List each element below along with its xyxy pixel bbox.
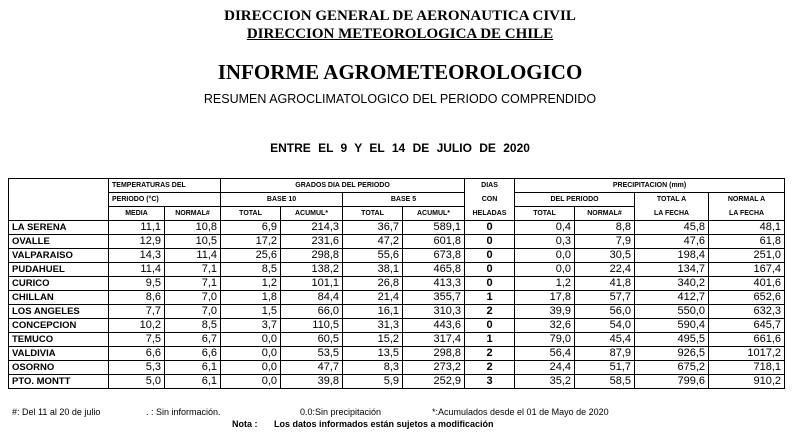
b10-acumul-cell: 101,1 <box>281 277 343 291</box>
b10-total-cell: 0,0 <box>221 361 281 375</box>
temp-normal-cell: 10,8 <box>165 221 221 235</box>
table-row <box>9 375 785 389</box>
table-row <box>9 221 785 235</box>
temp-normal-cell: 7,0 <box>165 291 221 305</box>
b5-acumul-header: ACUMUL* <box>403 207 465 221</box>
total-a-fecha-cell: 134,7 <box>635 263 709 277</box>
normal-a-fecha-cell: 48,1 <box>709 221 785 235</box>
precip-total-cell: 39,9 <box>515 305 575 319</box>
header-station-cell-3 <box>9 207 109 221</box>
station-cell: PTO. MONTT <box>9 375 109 389</box>
grados-group-header: GRADOS DIA DEL PERIODO <box>221 179 465 193</box>
dias-heladas-cell: 0 <box>465 319 515 333</box>
station-cell: CONCEPCION <box>9 319 109 333</box>
precip-group-header: PRECIPITACION (mm) <box>515 179 785 193</box>
station-cell: OSORNO <box>9 361 109 375</box>
table-row <box>9 263 785 277</box>
table-row <box>9 277 785 291</box>
b5-total-cell: 31,3 <box>343 319 403 333</box>
del-periodo-header: DEL PERIODO <box>515 193 635 207</box>
dias-header-2: CON <box>465 193 515 207</box>
b10-acumul-cell: 231,6 <box>281 235 343 249</box>
b5-total-cell: 47,2 <box>343 235 403 249</box>
station-cell: CURICO <box>9 277 109 291</box>
note-label: Nota : <box>232 419 258 429</box>
temp-media-cell: 7,5 <box>109 333 165 347</box>
normal-a-header-2: LA FECHA <box>709 207 785 221</box>
b10-total-cell: 1,8 <box>221 291 281 305</box>
b10-acumul-cell: 298,8 <box>281 249 343 263</box>
b5-total-cell: 15,2 <box>343 333 403 347</box>
precip-normal-cell: 51,7 <box>575 361 635 375</box>
table-body <box>9 221 785 389</box>
b5-total-cell: 26,8 <box>343 277 403 291</box>
footnote-hash: #: Del 11 al 20 de julio <box>12 407 101 417</box>
b10-acumul-cell: 214,3 <box>281 221 343 235</box>
b10-total-cell: 25,6 <box>221 249 281 263</box>
precip-total-cell: 56,4 <box>515 347 575 361</box>
temp-media-cell: 10,2 <box>109 319 165 333</box>
header-row-2 <box>9 193 785 207</box>
normal-a-fecha-cell: 251,0 <box>709 249 785 263</box>
precip-normal-cell: 8,8 <box>575 221 635 235</box>
temp-group-header-2: PERIODO (°C) <box>109 193 221 207</box>
total-a-fecha-cell: 198,4 <box>635 249 709 263</box>
header-station-cell-2 <box>9 193 109 207</box>
table-row <box>9 235 785 249</box>
base10-header: BASE 10 <box>221 193 343 207</box>
b5-acumul-cell: 601,8 <box>403 235 465 249</box>
precip-normal-header: NORMAL# <box>575 207 635 221</box>
agro-table <box>8 178 785 389</box>
precip-normal-cell: 87,9 <box>575 347 635 361</box>
b10-total-header: TOTAL <box>221 207 281 221</box>
station-cell: VALDIVIA <box>9 347 109 361</box>
dias-heladas-cell: 0 <box>465 249 515 263</box>
table-row <box>9 291 785 305</box>
temp-normal-cell: 7,1 <box>165 277 221 291</box>
temp-media-cell: 11,4 <box>109 263 165 277</box>
table-row <box>9 361 785 375</box>
base5-header: BASE 5 <box>343 193 465 207</box>
b5-total-cell: 16,1 <box>343 305 403 319</box>
table-row <box>9 347 785 361</box>
total-a-fecha-cell: 590,4 <box>635 319 709 333</box>
b10-acumul-cell: 60,5 <box>281 333 343 347</box>
table-row <box>9 249 785 263</box>
report-period: ENTRE EL 9 Y EL 14 DE JULIO DE 2020 <box>270 141 530 155</box>
b5-acumul-cell: 252,9 <box>403 375 465 389</box>
total-a-fecha-cell: 412,7 <box>635 291 709 305</box>
normal-a-fecha-cell: 61,8 <box>709 235 785 249</box>
b5-acumul-cell: 298,8 <box>403 347 465 361</box>
normal-a-fecha-cell: 401,6 <box>709 277 785 291</box>
b5-acumul-cell: 310,3 <box>403 305 465 319</box>
dias-heladas-cell: 2 <box>465 361 515 375</box>
b5-total-header: TOTAL <box>343 207 403 221</box>
dias-heladas-cell: 2 <box>465 347 515 361</box>
station-cell: CHILLAN <box>9 291 109 305</box>
b10-acumul-cell: 66,0 <box>281 305 343 319</box>
dias-heladas-cell: 0 <box>465 221 515 235</box>
footnote-dot: . : Sin información. <box>146 407 221 417</box>
precip-total-cell: 79,0 <box>515 333 575 347</box>
table-row <box>9 319 785 333</box>
precip-total-cell: 0,3 <box>515 235 575 249</box>
precip-normal-cell: 58,5 <box>575 375 635 389</box>
total-a-header-1: TOTAL A <box>635 193 709 207</box>
normal-header: NORMAL# <box>165 207 221 221</box>
b5-total-cell: 36,7 <box>343 221 403 235</box>
b5-acumul-cell: 273,2 <box>403 361 465 375</box>
normal-a-fecha-cell: 167,4 <box>709 263 785 277</box>
dias-heladas-cell: 1 <box>465 333 515 347</box>
b5-total-cell: 5,9 <box>343 375 403 389</box>
dias-heladas-cell: 0 <box>465 263 515 277</box>
b5-acumul-cell: 443,6 <box>403 319 465 333</box>
normal-a-fecha-cell: 1017,2 <box>709 347 785 361</box>
temp-media-cell: 5,3 <box>109 361 165 375</box>
b10-acumul-cell: 138,2 <box>281 263 343 277</box>
b10-total-cell: 0,0 <box>221 347 281 361</box>
temp-media-cell: 6,6 <box>109 347 165 361</box>
total-a-fecha-cell: 926,5 <box>635 347 709 361</box>
b10-total-cell: 8,5 <box>221 263 281 277</box>
station-cell: VALPARAISO <box>9 249 109 263</box>
b5-acumul-cell: 673,8 <box>403 249 465 263</box>
report-title: INFORME AGROMETEOROLOGICO <box>217 60 583 84</box>
b10-total-cell: 6,9 <box>221 221 281 235</box>
precip-total-cell: 0,0 <box>515 249 575 263</box>
b10-acumul-cell: 47,7 <box>281 361 343 375</box>
b10-total-cell: 0,0 <box>221 375 281 389</box>
total-a-fecha-cell: 799,6 <box>635 375 709 389</box>
b5-acumul-cell: 317,4 <box>403 333 465 347</box>
temp-normal-cell: 8,5 <box>165 319 221 333</box>
precip-total-cell: 17,8 <box>515 291 575 305</box>
precip-total-cell: 1,2 <box>515 277 575 291</box>
temp-normal-cell: 7,1 <box>165 263 221 277</box>
temp-group-header: TEMPERATURAS DEL <box>109 179 221 193</box>
header-line-1: DIRECCION GENERAL DE AERONAUTICA CIVIL <box>224 8 576 24</box>
total-a-fecha-cell: 45,8 <box>635 221 709 235</box>
b10-total-cell: 3,7 <box>221 319 281 333</box>
footnote-star: *:Acumulados desde el 01 de Mayo de 2020 <box>432 407 609 417</box>
normal-a-header-1: NORMAL A <box>709 193 785 207</box>
station-cell: TEMUCO <box>9 333 109 347</box>
precip-normal-cell: 7,9 <box>575 235 635 249</box>
b10-acumul-cell: 84,4 <box>281 291 343 305</box>
normal-a-fecha-cell: 910,2 <box>709 375 785 389</box>
footnote-zero: 0.0:Sin precipitación <box>300 407 382 417</box>
station-cell: OVALLE <box>9 235 109 249</box>
dias-header-3: HELADAS <box>465 207 515 221</box>
b5-total-cell: 21,4 <box>343 291 403 305</box>
b10-total-cell: 0,0 <box>221 333 281 347</box>
temp-normal-cell: 7,0 <box>165 305 221 319</box>
temp-normal-cell: 6,7 <box>165 333 221 347</box>
precip-normal-cell: 45,4 <box>575 333 635 347</box>
report-subtitle: RESUMEN AGROCLIMATOLOGICO DEL PERIODO COMPRENDIDO <box>203 92 597 106</box>
precip-normal-cell: 41,8 <box>575 277 635 291</box>
dias-heladas-cell: 0 <box>465 235 515 249</box>
precip-total-cell: 0,0 <box>515 263 575 277</box>
b5-acumul-cell: 589,1 <box>403 221 465 235</box>
b10-acumul-cell: 53,5 <box>281 347 343 361</box>
precip-total-cell: 0,4 <box>515 221 575 235</box>
b10-acumul-cell: 110,5 <box>281 319 343 333</box>
total-a-fecha-cell: 675,2 <box>635 361 709 375</box>
normal-a-fecha-cell: 718,1 <box>709 361 785 375</box>
header-line-2: DIRECCION METEOROLOGICA DE CHILE <box>246 26 554 42</box>
header-row-3 <box>9 207 785 221</box>
precip-normal-cell: 56,0 <box>575 305 635 319</box>
temp-normal-cell: 11,4 <box>165 249 221 263</box>
temp-normal-cell: 6,6 <box>165 347 221 361</box>
total-a-fecha-cell: 340,2 <box>635 277 709 291</box>
b10-total-cell: 17,2 <box>221 235 281 249</box>
dias-header-1: DIAS <box>465 179 515 193</box>
precip-normal-cell: 54,0 <box>575 319 635 333</box>
header-station-cell <box>9 179 109 193</box>
b10-total-cell: 1,5 <box>221 305 281 319</box>
dias-heladas-cell: 0 <box>465 277 515 291</box>
station-cell: PUDAHUEL <box>9 263 109 277</box>
dias-heladas-cell: 1 <box>465 291 515 305</box>
table-row <box>9 333 785 347</box>
temp-media-cell: 11,1 <box>109 221 165 235</box>
normal-a-fecha-cell: 661,6 <box>709 333 785 347</box>
b5-total-cell: 55,6 <box>343 249 403 263</box>
b5-acumul-cell: 413,3 <box>403 277 465 291</box>
precip-normal-cell: 30,5 <box>575 249 635 263</box>
precip-normal-cell: 22,4 <box>575 263 635 277</box>
total-a-fecha-cell: 495,5 <box>635 333 709 347</box>
note-text: Los datos informados están sujetos a modificación <box>274 419 494 429</box>
normal-a-fecha-cell: 645,7 <box>709 319 785 333</box>
total-a-fecha-cell: 550,0 <box>635 305 709 319</box>
precip-total-cell: 24,4 <box>515 361 575 375</box>
media-header: MEDIA <box>109 207 165 221</box>
b10-acumul-header: ACUMUL* <box>281 207 343 221</box>
b5-acumul-cell: 465,8 <box>403 263 465 277</box>
dias-heladas-cell: 3 <box>465 375 515 389</box>
precip-total-header: TOTAL <box>515 207 575 221</box>
temp-media-cell: 9,5 <box>109 277 165 291</box>
precip-total-cell: 32,6 <box>515 319 575 333</box>
temp-normal-cell: 6,1 <box>165 375 221 389</box>
temp-media-cell: 12,9 <box>109 235 165 249</box>
b10-acumul-cell: 39,8 <box>281 375 343 389</box>
temp-normal-cell: 10,5 <box>165 235 221 249</box>
b5-total-cell: 8,3 <box>343 361 403 375</box>
temp-media-cell: 7,7 <box>109 305 165 319</box>
table-row <box>9 305 785 319</box>
normal-a-fecha-cell: 632,3 <box>709 305 785 319</box>
station-cell: LA SERENA <box>9 221 109 235</box>
b5-total-cell: 38,1 <box>343 263 403 277</box>
header-row-1 <box>9 179 785 193</box>
station-cell: LOS ANGELES <box>9 305 109 319</box>
b5-acumul-cell: 355,7 <box>403 291 465 305</box>
temp-media-cell: 5,0 <box>109 375 165 389</box>
precip-total-cell: 35,2 <box>515 375 575 389</box>
precip-normal-cell: 57,7 <box>575 291 635 305</box>
normal-a-fecha-cell: 652,6 <box>709 291 785 305</box>
total-a-header-2: LA FECHA <box>635 207 709 221</box>
b5-total-cell: 13,5 <box>343 347 403 361</box>
dias-heladas-cell: 2 <box>465 305 515 319</box>
total-a-fecha-cell: 47,6 <box>635 235 709 249</box>
temp-normal-cell: 6,1 <box>165 361 221 375</box>
temp-media-cell: 8,6 <box>109 291 165 305</box>
b10-total-cell: 1,2 <box>221 277 281 291</box>
temp-media-cell: 14,3 <box>109 249 165 263</box>
